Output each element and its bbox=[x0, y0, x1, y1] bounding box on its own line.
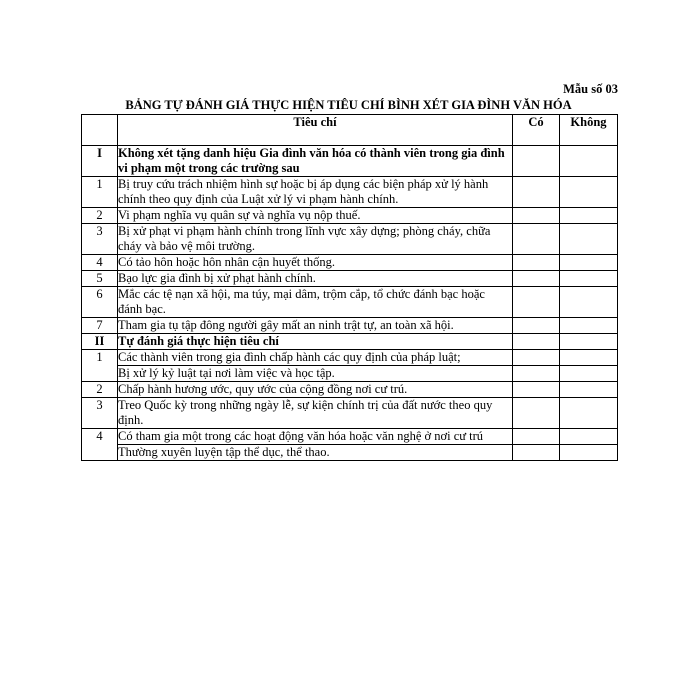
yes-checkbox[interactable] bbox=[513, 398, 560, 429]
row-text: Bị xử lý kỷ luật tại nơi làm việc và học tập. bbox=[118, 366, 513, 382]
yes-checkbox[interactable] bbox=[513, 429, 560, 445]
row-number: 2 bbox=[82, 208, 118, 224]
row-text: Chấp hành hương ước, quy ước của cộng đồng nơi cư trú. bbox=[118, 382, 513, 398]
table-row bbox=[82, 271, 618, 287]
yes-checkbox[interactable] bbox=[513, 255, 560, 271]
row-number: 5 bbox=[82, 271, 118, 287]
no-checkbox[interactable] bbox=[560, 334, 618, 350]
row-text: Không xét tặng danh hiệu Gia đình văn hóa có thành viên trong gia đình vi phạm một trong các trường sau bbox=[118, 146, 513, 177]
yes-checkbox[interactable] bbox=[513, 445, 560, 461]
no-checkbox[interactable] bbox=[560, 271, 618, 287]
row-text: Có tảo hôn hoặc hôn nhân cận huyết thống. bbox=[118, 255, 513, 271]
yes-checkbox[interactable] bbox=[513, 208, 560, 224]
table-row bbox=[82, 382, 618, 398]
no-checkbox[interactable] bbox=[560, 445, 618, 461]
table-row bbox=[82, 224, 618, 255]
yes-checkbox[interactable] bbox=[513, 146, 560, 177]
no-checkbox[interactable] bbox=[560, 255, 618, 271]
yes-checkbox[interactable] bbox=[513, 224, 560, 255]
no-checkbox[interactable] bbox=[560, 429, 618, 445]
row-text: Có tham gia một trong các hoạt động văn hóa hoặc văn nghệ ở nơi cư trú bbox=[118, 429, 513, 445]
row-number: 4 bbox=[82, 429, 118, 461]
row-number: 7 bbox=[82, 318, 118, 334]
row-number: 3 bbox=[82, 224, 118, 255]
table-row bbox=[82, 366, 618, 382]
table-row bbox=[82, 350, 618, 366]
yes-checkbox[interactable] bbox=[513, 366, 560, 382]
row-number: I bbox=[82, 146, 118, 177]
no-checkbox[interactable] bbox=[560, 177, 618, 208]
row-text: Vi phạm nghĩa vụ quân sự và nghĩa vụ nộp thuế. bbox=[118, 208, 513, 224]
table-header-row bbox=[82, 115, 618, 146]
no-checkbox[interactable] bbox=[560, 366, 618, 382]
table-row bbox=[82, 334, 618, 350]
yes-checkbox[interactable] bbox=[513, 271, 560, 287]
row-text: Treo Quốc kỳ trong những ngày lễ, sự kiện chính trị của đất nước theo quy định. bbox=[118, 398, 513, 429]
table-row bbox=[82, 445, 618, 461]
row-number: II bbox=[82, 334, 118, 350]
yes-checkbox[interactable] bbox=[513, 334, 560, 350]
table-row bbox=[82, 429, 618, 445]
no-checkbox[interactable] bbox=[560, 287, 618, 318]
row-text: Tự đánh giá thực hiện tiêu chí bbox=[118, 334, 513, 350]
row-text: Bị truy cứu trách nhiệm hình sự hoặc bị áp dụng các biện pháp xử lý hành chính theo quy định của Luật xử lý vi phạm hành chính. bbox=[118, 177, 513, 208]
row-text: Tham gia tụ tập đông người gây mất an ninh trật tự, an toàn xã hội. bbox=[118, 318, 513, 334]
no-checkbox[interactable] bbox=[560, 224, 618, 255]
no-checkbox[interactable] bbox=[560, 350, 618, 366]
yes-checkbox[interactable] bbox=[513, 287, 560, 318]
row-number: 3 bbox=[82, 398, 118, 429]
row-number: 2 bbox=[82, 382, 118, 398]
table-row bbox=[82, 287, 618, 318]
row-number: 1 bbox=[82, 177, 118, 208]
table-row bbox=[82, 177, 618, 208]
table-row bbox=[82, 398, 618, 429]
yes-checkbox[interactable] bbox=[513, 177, 560, 208]
no-checkbox[interactable] bbox=[560, 382, 618, 398]
table-row bbox=[82, 318, 618, 334]
header-criterion: Tiêu chí bbox=[118, 115, 513, 146]
row-text: Bạo lực gia đình bị xử phạt hành chính. bbox=[118, 271, 513, 287]
criteria-table bbox=[81, 114, 618, 461]
form-number: Mẫu số 03 bbox=[563, 82, 618, 96]
yes-checkbox[interactable] bbox=[513, 350, 560, 366]
row-number: 4 bbox=[82, 255, 118, 271]
no-checkbox[interactable] bbox=[560, 146, 618, 177]
row-number: 6 bbox=[82, 287, 118, 318]
header-no: Không bbox=[560, 115, 618, 146]
row-text: Thường xuyên luyện tập thể dục, thể thao. bbox=[118, 445, 513, 461]
table-row bbox=[82, 255, 618, 271]
row-text: Mắc các tệ nạn xã hội, ma túy, mại dâm, trộm cắp, tổ chức đánh bạc hoặc đánh bạc. bbox=[118, 287, 513, 318]
table-row bbox=[82, 146, 618, 177]
yes-checkbox[interactable] bbox=[513, 382, 560, 398]
document-title: BẢNG TỰ ĐÁNH GIÁ THỰC HIỆN TIÊU CHÍ BÌNH XÉT GIA ĐÌNH VĂN HÓA bbox=[125, 98, 572, 112]
row-text: Các thành viên trong gia đình chấp hành các quy định của pháp luật; bbox=[118, 350, 513, 366]
header-yes: Có bbox=[513, 115, 560, 146]
yes-checkbox[interactable] bbox=[513, 318, 560, 334]
no-checkbox[interactable] bbox=[560, 318, 618, 334]
no-checkbox[interactable] bbox=[560, 398, 618, 429]
header-number bbox=[82, 115, 118, 146]
row-number: 1 bbox=[82, 350, 118, 382]
table-row bbox=[82, 208, 618, 224]
no-checkbox[interactable] bbox=[560, 208, 618, 224]
row-text: Bị xử phạt vi phạm hành chính trong lĩnh vực xây dựng; phòng cháy, chữa cháy và bảo vệ môi trường. bbox=[118, 224, 513, 255]
